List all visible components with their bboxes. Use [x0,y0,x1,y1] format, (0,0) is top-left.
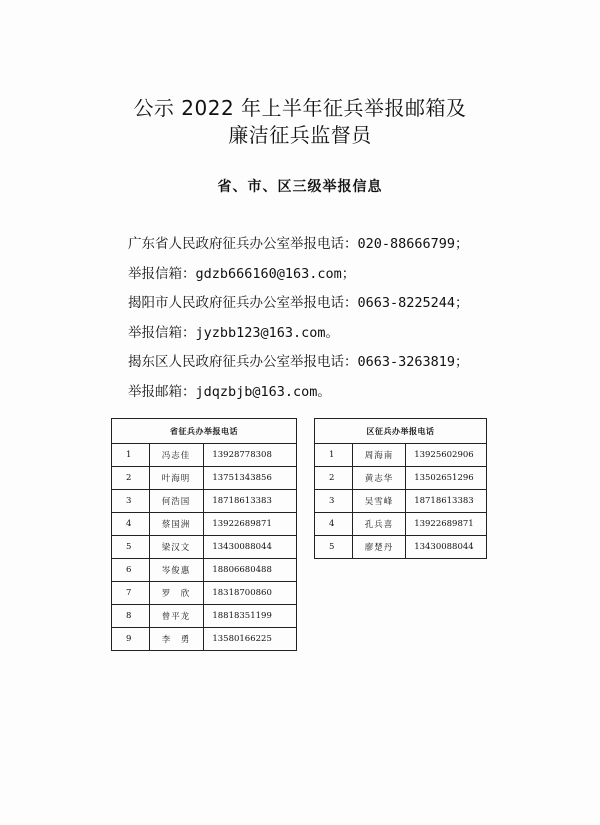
person-name: 李 勇 [149,628,204,651]
phone-number: 18318700860 [204,582,297,605]
person-name: 周海南 [352,444,405,467]
phone-number: 18718613383 [204,490,297,513]
person-name: 冯志佳 [149,444,204,467]
row-number: 7 [112,582,150,605]
table-header: 区征兵办举报电话 [315,419,487,444]
phone-number: 13928778308 [204,444,297,467]
table-row [112,605,297,628]
report-info-block [128,230,588,408]
row-number: 2 [315,467,353,490]
table-row [112,490,297,513]
person-name: 叶海明 [149,467,204,490]
person-name: 孔兵喜 [352,513,405,536]
table-row [112,444,297,467]
table-row [112,513,297,536]
table-row [112,582,297,605]
document-subtitle: 省、市、区三级举报信息 [217,179,383,195]
person-name: 梁汉文 [149,536,204,559]
phone-number: 13430088044 [204,536,297,559]
person-name: 何浩国 [149,490,204,513]
info-line: 广东省人民政府征兵办公室举报电话：020-88666799； [128,236,469,252]
table-row [112,628,297,651]
table-row [315,490,487,513]
person-name: 吴雪峰 [352,490,405,513]
phone-number: 18806680488 [204,559,297,582]
row-number: 1 [315,444,353,467]
person-name: 蔡国洲 [149,513,204,536]
table-row [112,559,297,582]
row-number: 9 [112,628,150,651]
person-name: 罗 欣 [149,582,204,605]
row-number: 6 [112,559,150,582]
phone-number: 13580166225 [204,628,297,651]
table-row [112,467,297,490]
person-name: 黄志华 [352,467,405,490]
table-header-row [112,419,297,444]
person-name: 廖楚丹 [352,536,405,559]
person-name: 岑俊惠 [149,559,204,582]
district-hotline-table [314,418,487,559]
table-row [315,444,487,467]
row-number: 1 [112,444,150,467]
person-name: 曾平龙 [149,605,204,628]
info-line: 举报信箱：gdzb666160@163.com； [128,265,356,282]
table-row [112,536,297,559]
table-header-row [315,419,487,444]
table-row [315,467,487,490]
info-line: 举报邮箱：jdqzbjb@163.com。 [128,383,331,400]
phone-number: 13502651296 [406,467,487,490]
row-number: 2 [112,467,150,490]
phone-number: 13922689871 [204,513,297,536]
document-title-line2: 廉洁征兵监督员 [228,123,372,147]
phone-number: 18718613383 [406,490,487,513]
row-number: 8 [112,605,150,628]
info-line: 揭东区人民政府征兵办公室举报电话：0663-3263819； [128,354,469,371]
row-number: 4 [315,513,353,536]
phone-number: 13925602906 [406,444,487,467]
phone-number: 13922689871 [406,513,487,536]
row-number: 3 [112,490,150,513]
phone-number: 13430088044 [406,536,487,559]
table-row [315,513,487,536]
document-title-line1: 公示 2022 年上半年征兵举报邮箱及 [133,96,467,120]
row-number: 4 [112,513,150,536]
phone-number: 18818351199 [204,605,297,628]
row-number: 3 [315,490,353,513]
info-line: 举报信箱：jyzbb123@163.com。 [128,324,340,341]
table-row [315,536,487,559]
province-hotline-table [111,418,297,651]
info-line: 揭阳市人民政府征兵办公室举报电话：0663-8225244； [128,295,469,312]
row-number: 5 [315,536,353,559]
row-number: 5 [112,536,150,559]
phone-number: 13751343856 [204,467,297,490]
table-header: 省征兵办举报电话 [112,419,297,444]
